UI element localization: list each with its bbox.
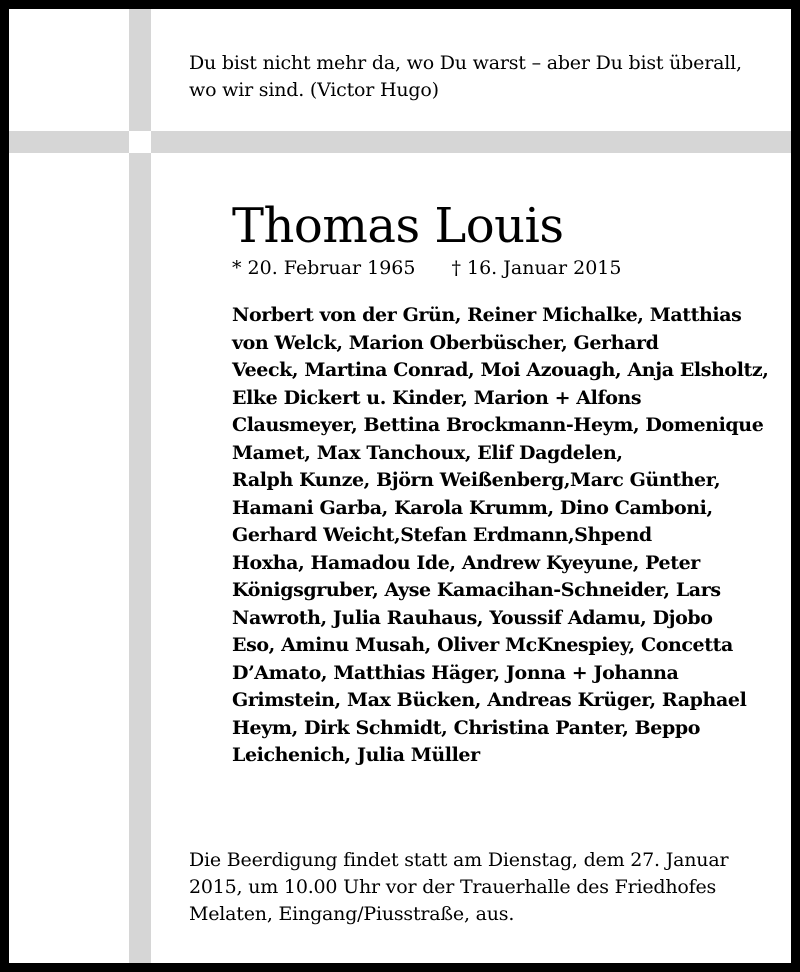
cross-intersection [129,131,151,153]
funeral-line: Melaten, Eingang/Piusstraße, aus. [189,903,515,925]
mourners-line: Grimstein, Max Bücken, Andreas Krüger, Raphael [232,689,747,711]
mourners-line: Veeck, Martina Conrad, Moi Azouagh, Anja Elsholtz, [232,359,769,381]
mourners-line: Ralph Kunze, Björn Weißenberg,Marc Günther, [232,469,721,491]
mourners-line: Hoxha, Hamadou Ide, Andrew Kyeyune, Peter [232,551,700,574]
death-date: † 16. Januar 2015 [451,257,622,279]
birth-date: * 20. Februar 1965 [232,257,416,279]
mourners-line: Mamet, Max Tanchoux, Elif Dagdelen, [232,441,623,464]
funeral-line: Die Beerdigung findet statt am Dienstag, dem 27. Januar [189,849,729,871]
mourners-list [232,302,769,770]
mourners-line: Leichenich, Julia Müller [232,744,480,766]
mourners-line: Heym, Dirk Schmidt, Christina Panter, Beppo [232,716,701,739]
mourners-line: Clausmeyer, Bettina Brockmann-Heym, Domenique [232,414,764,436]
memorial-quote [189,50,769,104]
cross-horizontal-bar [9,131,791,153]
quote-line-2: wo wir sind. (Victor Hugo) [189,79,439,101]
deceased-name: Thomas Louis [232,198,564,254]
mourners-line: Hamani Garba, Karola Krumm, Dino Camboni, [232,496,713,519]
mourners-line: Nawroth, Julia Rauhaus, Youssif Adamu, Djobo [232,606,713,629]
mourners-line: Eso, Aminu Musah, Oliver McKnespiey, Concetta [232,634,733,656]
funeral-announcement [189,847,749,928]
mourners-line: Elke Dickert u. Kinder, Marion + Alfons [232,386,642,409]
quote-line-1: Du bist nicht mehr da, wo Du warst – aber Du bist überall, [189,52,742,74]
mourners-line: Gerhard Weicht,Stefan Erdmann,Shpend [232,524,652,546]
mourners-line: Königsgruber, Ayse Kamacihan-Schneider, Lars [232,579,721,601]
life-dates [232,256,622,280]
mourners-line: D’Amato, Matthias Häger, Jonna + Johanna [232,661,679,684]
mourners-line: Norbert von der Grün, Reiner Michalke, Matthias [232,304,742,326]
funeral-line: 2015, um 10.00 Uhr vor der Trauerhalle des Friedhofes [189,876,717,898]
mourners-line: von Welck, Marion Oberbüscher, Gerhard [232,331,659,354]
